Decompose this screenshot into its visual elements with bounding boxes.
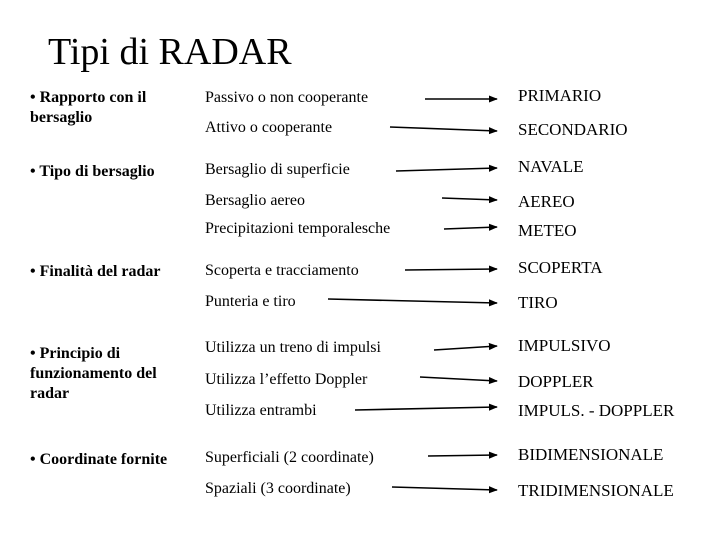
description-superficie: Bersaglio di superficie xyxy=(205,161,350,178)
arrow-aereo xyxy=(442,198,497,200)
description-passivo: Passivo o non cooperante xyxy=(205,89,369,106)
description-precipitazioni: Precipitazioni temporalesche xyxy=(205,220,391,237)
result-navale: NAVALE xyxy=(518,157,584,176)
arrow-meteo xyxy=(444,227,497,229)
arrow-scoperta xyxy=(405,269,497,270)
category-tipo-bersaglio: • Tipo di bersaglio xyxy=(30,163,155,180)
arrow-doppler xyxy=(420,377,497,381)
arrow-secondario xyxy=(390,127,497,131)
result-impulsivo: IMPULSIVO xyxy=(518,336,611,355)
category-rapporto: • Rapporto con il bersaglio xyxy=(30,89,147,126)
slide-title: Tipi di RADAR xyxy=(48,31,292,73)
arrow-bidimensionale xyxy=(428,455,497,456)
result-meteo: METEO xyxy=(518,221,577,240)
arrow-impulsivo xyxy=(434,346,497,350)
result-tiro: TIRO xyxy=(518,293,558,312)
arrow-impuls-doppler xyxy=(355,407,497,410)
category-coordinate: • Coordinate fornite xyxy=(30,451,168,468)
result-impuls-doppler: IMPULS. - DOPPLER xyxy=(518,401,675,420)
result-secondario: SECONDARIO xyxy=(518,120,628,139)
description-doppler: Utilizza l’effetto Doppler xyxy=(205,371,368,388)
description-superficiali: Superficiali (2 coordinate) xyxy=(205,449,374,466)
result-scoperta: SCOPERTA xyxy=(518,258,603,277)
description-punteria: Punteria e tiro xyxy=(205,293,296,310)
result-primario: PRIMARIO xyxy=(518,86,602,105)
description-impulsi: Utilizza un treno di impulsi xyxy=(205,339,381,356)
result-doppler: DOPPLER xyxy=(518,372,594,391)
description-scoperta: Scoperta e tracciamento xyxy=(205,262,359,279)
arrow-navale xyxy=(396,168,497,171)
description-attivo: Attivo o cooperante xyxy=(205,119,333,136)
category-finalita: • Finalità del radar xyxy=(30,263,161,280)
description-aereo: Bersaglio aereo xyxy=(205,192,305,209)
description-spaziali: Spaziali (3 coordinate) xyxy=(205,480,351,497)
result-bidimensionale: BIDIMENSIONALE xyxy=(518,445,664,464)
arrow-tridimensionale xyxy=(392,487,497,490)
description-entrambi: Utilizza entrambi xyxy=(205,402,317,419)
category-principio: • Principio di funzionamento del radar xyxy=(30,345,157,402)
result-aereo: AEREO xyxy=(518,192,575,211)
arrow-tiro xyxy=(328,299,497,303)
result-tridimensionale: TRIDIMENSIONALE xyxy=(518,481,674,500)
